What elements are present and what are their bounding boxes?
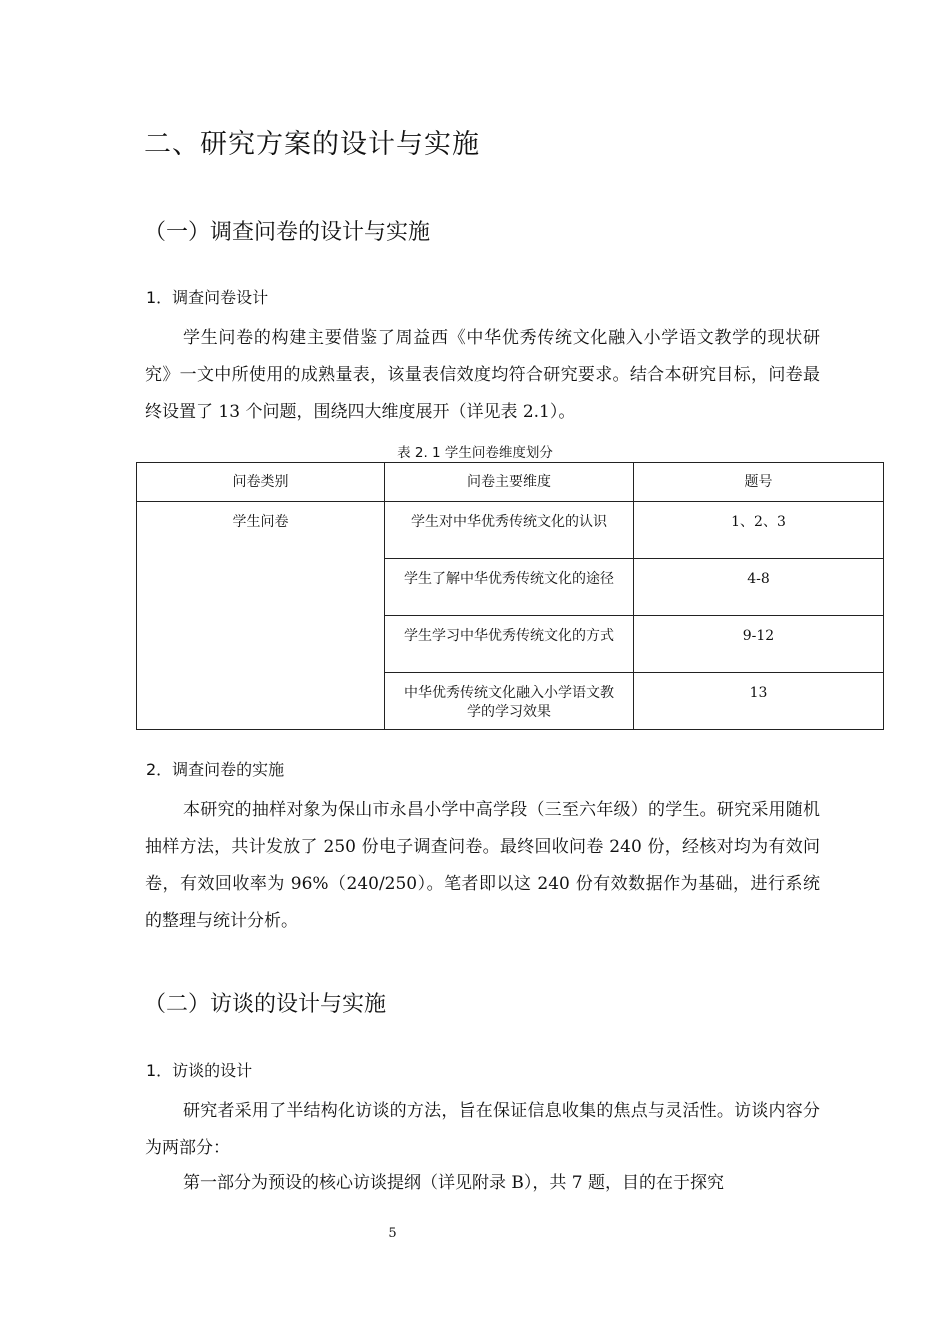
paragraph-interview-part-one: 第一部分为预设的核心访谈提纲（详见附录 B），共 7 题，目的在于探究 [183,1173,725,1193]
paragraph-survey-implementation: 本研究的抽样对象为保山市永昌小学中高学段（三至六年级）的学生。研究采用随机抽样方法，共计发放了 250 份电子调查问卷。最终回收问卷 240 份，经核对均为有效问卷，有效回收率为 96%（240/250）。笔者即以这 240 份有效数据作为基础，进行系统的整理与统计分析。 [145,800,820,931]
paragraph-interview-method: 研究者采用了半结构化访谈的方法，旨在保证信息收集的焦点与灵活性。访谈内容分为两部分： [145,1101,820,1158]
table-dimension-cell: 学生对中华优秀传统文化的认识 [385,502,634,559]
table-row [137,502,884,559]
table-items-cell: 9-12 [634,616,884,673]
table-dimension-cell: 学生了解中华优秀传统文化的途径 [385,559,634,616]
section-heading-interview: （二）访谈的设计与实施 [144,992,387,1017]
table-items-cell: 4-8 [634,559,884,616]
table-header-cell: 问卷类别 [137,463,385,502]
table-caption: 表 2. 1 学生问卷维度划分 [397,445,553,461]
page-number: 5 [388,1226,397,1241]
table-category-cell: 学生问卷 [137,502,385,730]
section-heading-survey: （一）调查问卷的设计与实施 [144,220,431,245]
table-dimension-cell: 学生学习中华优秀传统文化的方式 [385,616,634,673]
subheading-survey-implementation: 2．调查问卷的实施 [146,760,285,779]
table-items-cell: 1、2、3 [634,502,884,559]
table-items-cell: 13 [634,673,884,730]
paragraph-survey-design: 学生问卷的构建主要借鉴了周益西《中华优秀传统文化融入小学语文教学的现状研究》一文中所使用的成熟量表，该量表信效度均符合研究要求。结合本研究目标，问卷最终设置了 13 个问题，围绕四大维度展开（详见表 2.1）。 [145,328,820,422]
table-header-cell: 问卷主要维度 [385,463,634,502]
table-dimension-cell: 中华优秀传统文化融入小学语文教学的学习效果 [385,673,634,730]
chapter-heading: 二、研究方案的设计与实施 [144,129,480,160]
subheading-interview-design: 1．访谈的设计 [146,1061,253,1080]
subheading-survey-design: 1．调查问卷设计 [146,288,269,307]
table-header-cell: 题号 [634,463,884,502]
questionnaire-dimension-table [136,462,884,730]
table-header-row [137,463,884,502]
